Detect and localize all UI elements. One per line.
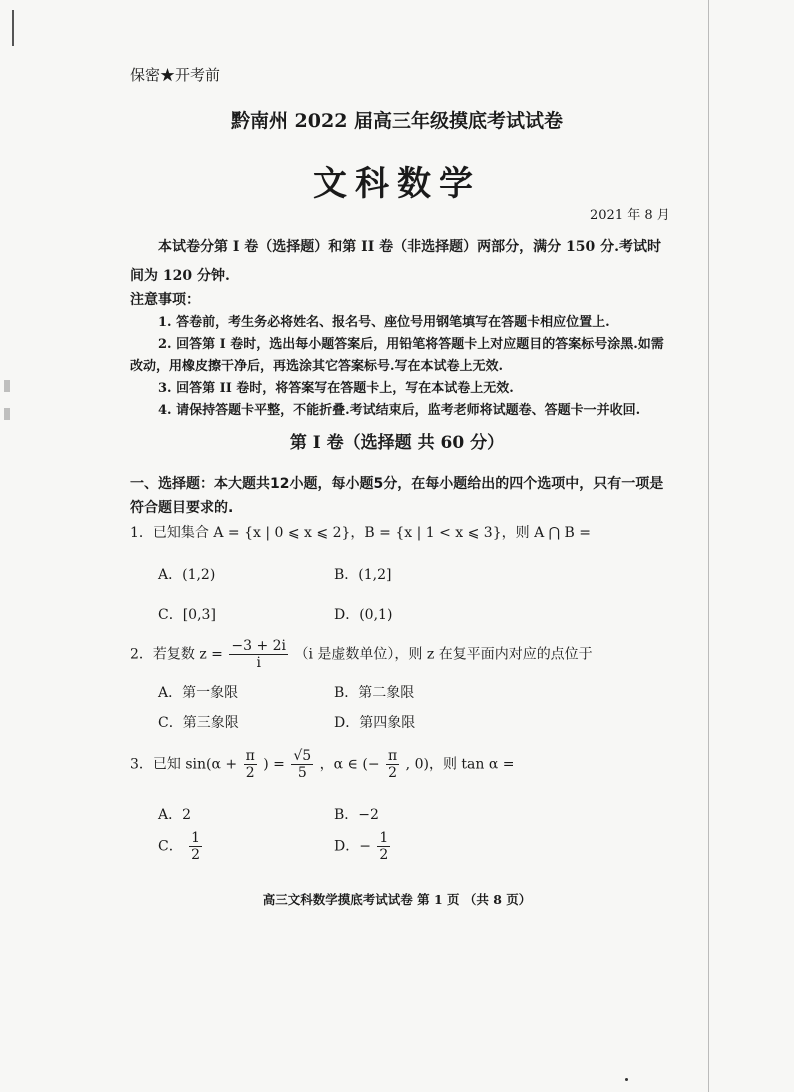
q3-pi-den: 2 <box>245 765 255 781</box>
exam-date: 2021 年 8 月 <box>590 208 670 223</box>
q3-option-c-den: 2 <box>191 847 201 863</box>
q3-option-c-num: 1 <box>191 830 201 846</box>
q2-fraction <box>229 638 288 671</box>
q3-mid: ) = <box>263 756 285 773</box>
binding-mark <box>4 380 10 392</box>
scan-edge-line <box>12 10 14 46</box>
q2-prefix: 2．若复数 z = <box>130 646 223 663</box>
q2-option-a: A．第一象限 <box>158 685 239 701</box>
q2-suffix: （i 是虚数单位），则 z 在复平面内对应的点位于 <box>294 646 593 663</box>
q3-cond-fraction <box>386 748 399 781</box>
q3-pi-num: π <box>245 748 255 764</box>
notes-list <box>130 312 670 422</box>
q2-option-d: D．第四象限 <box>334 715 416 731</box>
q3-option-d-fraction <box>377 830 390 863</box>
q3-cond-num: π <box>388 748 398 764</box>
q2-denominator: i <box>256 655 261 671</box>
q3-option-d-den: 2 <box>379 847 389 863</box>
exam-intro: 本试卷分第 I 卷（选择题）和第 II 卷（非选择题）两部分，满分 150 分.考试时间为 120 分钟. <box>130 239 661 284</box>
notes-heading: 注意事项： <box>130 292 200 308</box>
q3-cond-den: 2 <box>388 765 398 781</box>
question-2-stem <box>130 638 593 671</box>
section-title: 第 I 卷（选择题 共 60 分） <box>289 433 505 453</box>
confidential-label: 保密★开考前 <box>130 66 221 84</box>
binding-mark <box>4 408 10 420</box>
q3-option-c-prefix: C． <box>158 838 183 855</box>
q3-option-c-fraction <box>189 830 202 863</box>
scan-speck <box>625 1078 628 1081</box>
part-heading: 一、选择题：本大题共12小题，每小题5分，在每小题给出的四个选项中，只有一项是符合题目要求的. <box>130 476 664 516</box>
q3-option-d-prefix: D．− <box>334 838 371 855</box>
question-3-stem <box>130 748 514 781</box>
q3-option-a: A．2 <box>158 807 192 823</box>
page-footer: 高三文科数学摸底考试试卷 第 1 页 （共 8 页） <box>262 892 532 907</box>
q3-pi-fraction <box>244 748 257 781</box>
q1-option-a: A．(1,2) <box>158 567 216 583</box>
q3-root-num: √5 <box>293 748 312 764</box>
question-1-stem: 1．已知集合 A = {x | 0 ⩽ x ⩽ 2}，B = {x | 1 < x ⩽ 3}，则 A ⋂ B = <box>130 525 592 541</box>
q3-option-c <box>158 830 204 863</box>
q3-option-d <box>334 830 392 863</box>
exam-subtitle: 黔南州 2022 届高三年级摸底考试试卷 <box>230 110 564 132</box>
q1-option-b: B．(1,2] <box>334 567 392 583</box>
q3-prefix: 3．已知 sin(α + <box>130 756 238 773</box>
q3-root-fraction <box>291 748 313 781</box>
q2-option-c: C．第三象限 <box>158 715 239 731</box>
exam-title: 文科数学 <box>313 164 481 204</box>
q2-numerator: −3 + 2i <box>231 638 287 654</box>
q1-option-d: D．(0,1) <box>334 607 393 623</box>
note-item: 2. 回答第 I 卷时，选出每小题答案后，用铅笔将答题卡上对应题目的答案标号涂黑.如需改动，用橡皮擦干净后，再选涂其它答案标号.写在本试卷上无效. <box>130 337 664 374</box>
note-item: 4. 请保持答题卡平整，不能折叠.考试结束后，监考老师将试题卷、答题卡一并收回. <box>158 403 641 418</box>
q3-cond-suffix: , 0)，则 tan α = <box>405 756 515 773</box>
q3-option-d-num: 1 <box>379 830 389 846</box>
q3-root-den: 5 <box>297 765 307 781</box>
q2-option-b: B．第二象限 <box>334 685 415 701</box>
q1-option-c: C．[0,3] <box>158 607 216 623</box>
q3-option-b: B．−2 <box>334 807 379 823</box>
note-item: 3. 回答第 II 卷时，将答案写在答题卡上，写在本试卷上无效. <box>158 381 514 396</box>
note-item: 1. 答卷前，考生务必将姓名、报名号、座位号用钢笔填写在答题卡相应位置上. <box>158 315 610 330</box>
q3-cond-prefix: ，α ∈ (− <box>319 756 380 773</box>
